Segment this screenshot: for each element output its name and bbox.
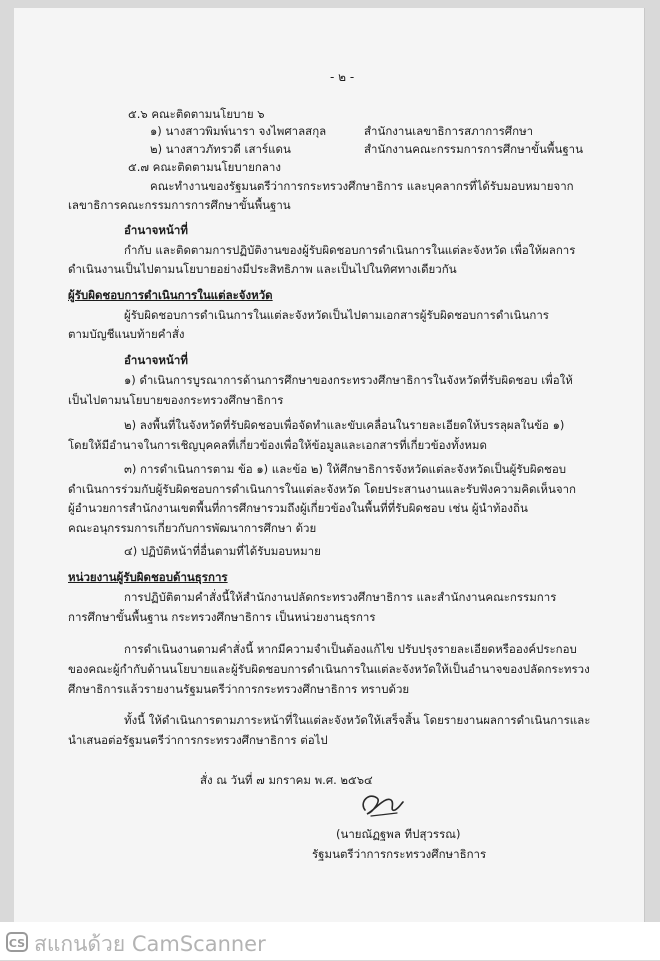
scanner-footer — [0, 922, 660, 960]
document-page — [14, 8, 645, 922]
secretariat-p3-line-2: นำเสนอต่อรัฐมนตรีว่าการกระทรวงศึกษาธิการ ต่อไป — [68, 733, 328, 747]
provincial-line-1: ผู้รับผิดชอบการดำเนินการในแต่ละจังหวัดเป็นไปตามเอกสารผู้รับผิดชอบการดำเนินการ — [124, 308, 549, 322]
provincial-heading: ผู้รับผิดชอบการดำเนินการในแต่ละจังหวัด — [68, 288, 273, 302]
secretariat-p1-line-1: การปฏิบัติตามคำสั่งนี้ให้สำนักงานปลัดกระทรวงศึกษาธิการ และสำนักงานคณะกรรมการ — [124, 590, 557, 604]
secretariat-p2-line-2: ของคณะผู้กำกับด้านนโยบายและผู้รับผิดชอบการดำเนินการในแต่ละจังหวัดให้เป็นอำนาจของปลัดกระทรวง — [68, 662, 590, 676]
duty-item-2-line-1: ๒) ลงพื้นที่ในจังหวัดที่รับผิดชอบเพื่อจัดทำและขับเคลื่อนในรายละเอียดให้บรรลุผลในข้อ ๑) — [124, 418, 565, 432]
duty-1-line-1: กำกับ และติดตามการปฏิบัติงานของผู้รับผิดชอบการดำเนินการในแต่ละจังหวัด เพื่อให้ผลการ — [124, 243, 576, 257]
duty-item-3-line-1: ๓) การดำเนินการตาม ข้อ ๑) และข้อ ๒) ให้ศึกษาธิการจังหวัดแต่ละจังหวัดเป็นผู้รับผิดชอบ — [124, 462, 567, 476]
page-number: - ๒ - — [330, 70, 355, 84]
member-1-name: ๑) นางสาวพิมพ์นารา จงไพศาลสกุล — [150, 124, 327, 138]
member-2-name: ๒) นางสาวภัทรวดี เสาร์แดน — [150, 142, 291, 156]
section-5-6-heading: ๕.๖ คณะติดตามนโยบาย ๖ — [128, 107, 265, 121]
secretariat-p2-line-1: การดำเนินงานตามคำสั่งนี้ หากมีความจำเป็นต้องแก้ไข ปรับปรุงรายละเอียดหรือองค์ประกอบ — [124, 642, 577, 656]
section-5-7-heading: ๕.๗ คณะติดตามนโยบายกลาง — [128, 160, 281, 174]
section-5-7-line-1: คณะทำงานของรัฐมนตรีว่าการกระทรวงศึกษาธิการ และบุคลากรที่ได้รับมอบหมายจาก — [150, 179, 574, 193]
duty-item-3-line-3: ผู้อำนวยการสำนักงานเขตพื้นที่การศึกษารวมถึงผู้เกี่ยวข้องในพื้นที่ที่รับผิดชอบ เช่น ผู้นำท้องถิ่น — [68, 501, 528, 515]
duty-item-1-line-1: ๑) ดำเนินการบูรณาการด้านการศึกษาของกระทรวงศึกษาธิการในจังหวัดที่รับผิดชอบ เพื่อให้ — [124, 373, 573, 387]
scanner-watermark: สแกนด้วย CamScanner — [34, 932, 266, 956]
duty-item-4: ๔) ปฏิบัติหน้าที่อื่นตามที่ได้รับมอบหมาย — [124, 544, 321, 558]
signer-position: รัฐมนตรีว่าการกระทรวงศึกษาธิการ — [312, 847, 487, 861]
duty-item-3-line-2: ดำเนินการร่วมกับผู้รับผิดชอบการดำเนินการในแต่ละจังหวัด โดยประสานงานและรับฟังความคิดเห็นจาก — [68, 482, 577, 496]
secretariat-p3-line-1: ทั้งนี้ ให้ดำเนินการตามภาระหน้าที่ในแต่ละจังหวัดให้เสร็จสิ้น โดยรายงานผลการดำเนินการและ — [124, 713, 591, 727]
secretariat-p1-line-2: การศึกษาขั้นพื้นฐาน กระทรวงศึกษาธิการ เป็นหน่วยงานธุรการ — [68, 610, 376, 624]
duty-item-2-line-2: โดยให้มีอำนาจในการเชิญบุคคลที่เกี่ยวข้องเพื่อให้ข้อมูลและเอกสารที่เกี่ยวข้องทั้งหมด — [68, 438, 487, 452]
duty-heading-1: อำนาจหน้าที่ — [124, 223, 188, 237]
duty-item-3-line-4: คณะอนุกรรมการเกี่ยวกับการพัฒนาการศึกษา ด้วย — [68, 521, 317, 535]
order-date: สั่ง ณ วันที่ ๗ มกราคม พ.ศ. ๒๕๖๔ — [200, 773, 373, 787]
duty-1-line-2: ดำเนินงานเป็นไปตามนโยบายอย่างมีประสิทธิภาพ และเป็นไปในทิศทางเดียวกัน — [68, 262, 457, 276]
signer-name: (นายณัฏฐพล ทีปสุวรรณ) — [336, 827, 461, 841]
section-5-7-line-2: เลขาธิการคณะกรรมการการศึกษาขั้นพื้นฐาน — [68, 198, 291, 212]
member-2-org: สำนักงานคณะกรรมการการศึกษาขั้นพื้นฐาน — [364, 142, 583, 156]
provincial-line-2: ตามบัญชีแนบท้ายคำสั่ง — [68, 327, 185, 341]
signature-image — [351, 788, 407, 822]
camscanner-icon: CS — [6, 932, 28, 952]
secretariat-heading: หน่วยงานผู้รับผิดชอบด้านธุรการ — [68, 570, 228, 584]
duty-item-1-line-2: เป็นไปตามนโยบายของกระทรวงศึกษาธิการ — [68, 393, 284, 407]
member-1-org: สำนักงานเลขาธิการสภาการศึกษา — [364, 124, 534, 138]
duty-heading-2: อำนาจหน้าที่ — [124, 353, 188, 367]
secretariat-p2-line-3: ศึกษาธิการแล้วรายงานรัฐมนตรีว่าการกระทรวงศึกษาธิการ ทราบด้วย — [68, 682, 410, 696]
